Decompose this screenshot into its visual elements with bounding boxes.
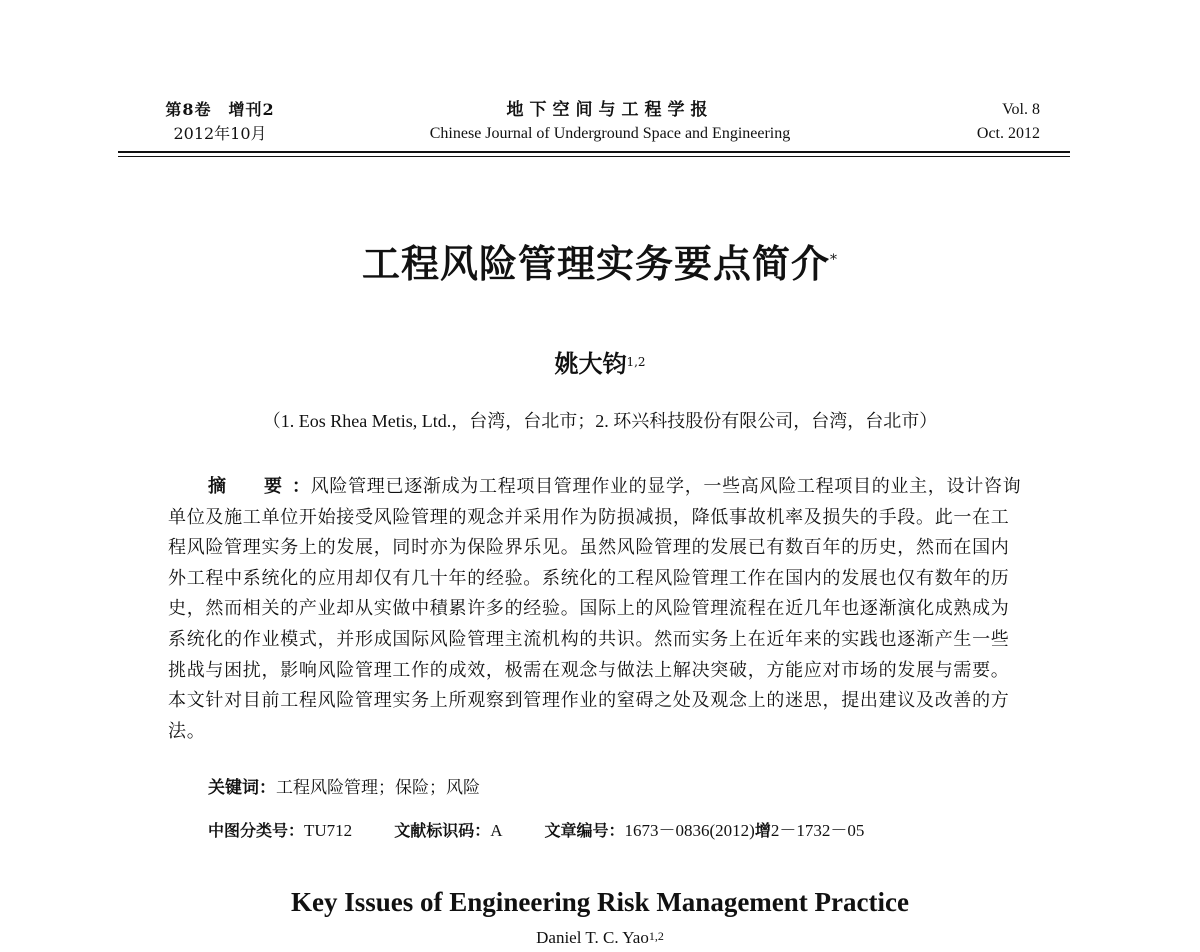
article-number-suffix: 2－1732－05: [770, 821, 865, 840]
article-title: [0, 236, 1200, 292]
keywords-label: 关键词：: [208, 778, 276, 798]
publication-date-cn: 2012年10月: [173, 124, 267, 143]
journal-issue-info: [140, 98, 300, 146]
english-author-line: [0, 926, 1200, 950]
author-line: [0, 348, 1200, 380]
abstract-text: 风险管理已逐渐成为工程项目管理作业的显学，一些高风险工程项目的业主，设计咨询单位及施工单位开始接受风险管理的观念并采用作为防损减损，降低事故机率及损失的手段。此一在工程风险管理实务上的发展，同时亦为保险界乐见。虽然风险管理的发展已有数百年的历史，然而在国内外工程中系统化的应用却仅有几十年的经验。系统化的工程风险管理工作在国内的发展也仅有数年的历史，然而相关的产业却从实做中積累许多的经验。国际上的风险管理流程在近几年也逐渐演化成熟成为系统化的作业模式，并形成国际风险管理主流机构的共识。然而实务上在近年来的实践也逐渐产生一些挑战与困扰，影响风险管理工作的成效，极需在观念与做法上解决突破，方能应对市场的发展与需要。本文针对目前工程风险管理实务上所观察到管理作业的窒碍之处及观念上的迷思，提出建议及改善的方法。: [168, 476, 1022, 742]
volume-en: Vol. 8: [1002, 101, 1040, 118]
header-rule-thin: [118, 156, 1070, 157]
doc-code-value: A: [490, 821, 503, 840]
clc-value: TU712: [304, 821, 353, 840]
journal-volume-info: [960, 98, 1040, 146]
english-author-name: Daniel T. C. Yao: [536, 928, 649, 947]
doc-code-label: 文献标识码：: [394, 821, 491, 840]
header-rule-thick: [118, 151, 1070, 153]
keywords-text: 工程风险管理；保险；风险: [276, 778, 480, 798]
english-author-affiliation-mark: 1,2: [648, 929, 664, 943]
author-affiliation-mark: 1,2: [626, 355, 646, 369]
classification-line: [208, 818, 864, 844]
article-number-supplement-label: 增: [754, 821, 771, 840]
publication-date-en: Oct. 2012: [976, 125, 1040, 142]
english-title: Key Issues of Engineering Risk Management Practice: [291, 887, 909, 917]
article-number-value: 1673－0836(2012): [624, 821, 755, 840]
author-name: 姚大钧: [554, 349, 627, 378]
journal-name-en: Chinese Journal of Underground Space and Engineering: [429, 125, 791, 142]
abstract-label: 摘 要: [208, 476, 292, 497]
volume-issue-cn: 第8卷 增刊2: [165, 100, 275, 119]
abstract: 摘 要：风险管理已逐渐成为工程项目管理作业的显学，一些高风险工程项目的业主，设计咨询单位及施工单位开始接受风险管理的观念并采用作为防损减损，降低事故机率及损失的手段。此一在工程风险管理实务上的发展，同时亦为保险界乐见。虽然风险管理的发展已有数百年的历史，然而在国内外工程中系统化的应用却仅有几十年的经验。系统化的工程风险管理工作在国内的发展也仅有数年的历史，然而相关的产业却从实做中積累许多的经验。国际上的风险管理流程在近几年也逐渐演化成熟成为系统化的作业模式，并形成国际风险管理主流机构的共识。然而实务上在近年来的实践也逐渐产生一些挑战与困扰，影响风险管理工作的成效，极需在观念与做法上解决突破，方能应对市场的发展与需要。本文针对目前工程风险管理实务上所观察到管理作业的窒碍之处及观念上的迷思，提出建议及改善的方法。: [168, 476, 1022, 742]
affiliation: （1. Eos Rhea Metis, Ltd.，台湾，台北市；2. 环兴科技股份有限公司，台湾，台北市）: [262, 411, 938, 431]
journal-name-cn: 地下空间与工程学报: [506, 100, 714, 120]
keywords-line: [208, 775, 480, 801]
journal-name: [400, 98, 820, 146]
title-footnote-mark: *: [830, 252, 838, 268]
article-title-text: 工程风险管理实务要点简介: [361, 241, 830, 286]
article-number-label: 文章编号：: [544, 821, 625, 840]
clc-label: 中图分类号：: [208, 821, 305, 840]
